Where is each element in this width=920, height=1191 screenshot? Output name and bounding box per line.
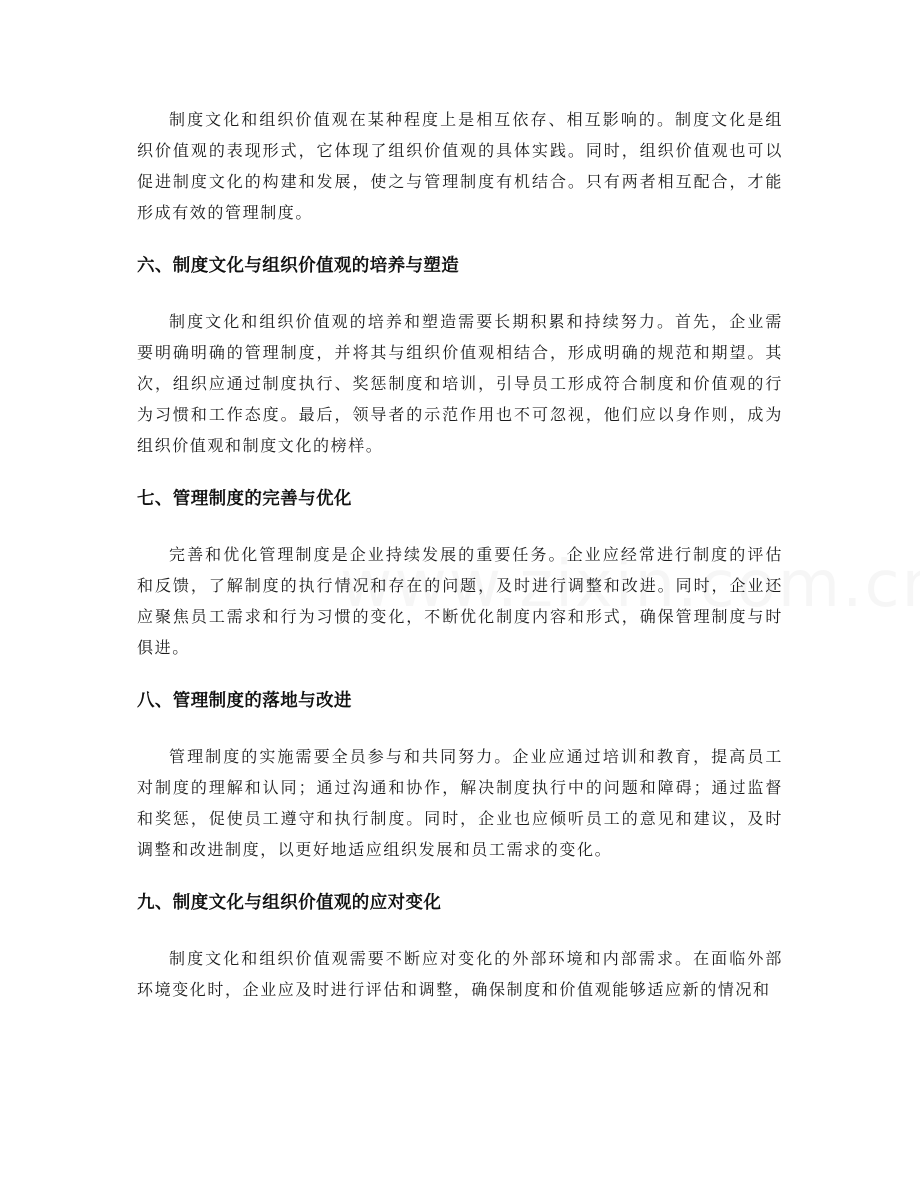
section-heading-6: 六、制度文化与组织价值观的培养与塑造 (137, 256, 460, 276)
section-heading-7: 七、管理制度的完善与优化 (137, 489, 352, 509)
paragraph-section-9: 制度文化和组织价值观需要不断应对变化的外部环境和内部需求。在面临外部环境变化时，企业应及时进行评估和调整，确保制度和价值观能够适应新的情况和 (137, 949, 783, 999)
section-heading-8: 八、管理制度的落地与改进 (137, 691, 352, 711)
paragraph-section-6: 制度文化和组织价值观的培养和塑造需要长期积累和持续努力。首先，企业需要明确明确的管理制度，并将其与组织价值观相结合，形成明确的规范和期望。其次，组织应通过制度执行、奖惩制度和培训，引导员工形成符合制度和价值观的行为习惯和工作态度。最后，领导者的示范作用也不可忽视，他们应以身作则，成为组织价值观和制度文化的榜样。 (137, 312, 783, 455)
document-body (137, 104, 783, 1005)
paragraph-section-8: 管理制度的实施需要全员参与和共同努力。企业应通过培训和教育，提高员工对制度的理解和认同；通过沟通和协作，解决制度执行中的问题和障碍；通过监督和奖惩，促使员工遵守和执行制度。同时，企业也应倾听员工的意见和建议，及时调整和改进制度，以更好地适应组织发展和员工需求的变化。 (137, 747, 783, 859)
section-heading-9: 九、制度文化与组织价值观的应对变化 (137, 893, 442, 913)
paragraph-section-7: 完善和优化管理制度是企业持续发展的重要任务。企业应经常进行制度的评估和反馈，了解制度的执行情况和存在的问题，及时进行调整和改进。同时，企业还应聚焦员工需求和行为习惯的变化，不断优化制度内容和形式，确保管理制度与时俱进。 (137, 545, 783, 657)
paragraph-intro: 制度文化和组织价值观在某种程度上是相互依存、相互影响的。制度文化是组织价值观的表现形式，它体现了组织价值观的具体实践。同时，组织价值观也可以促进制度文化的构建和发展，使之与管理制度有机结合。只有两者相互配合，才能形成有效的管理制度。 (137, 110, 783, 222)
